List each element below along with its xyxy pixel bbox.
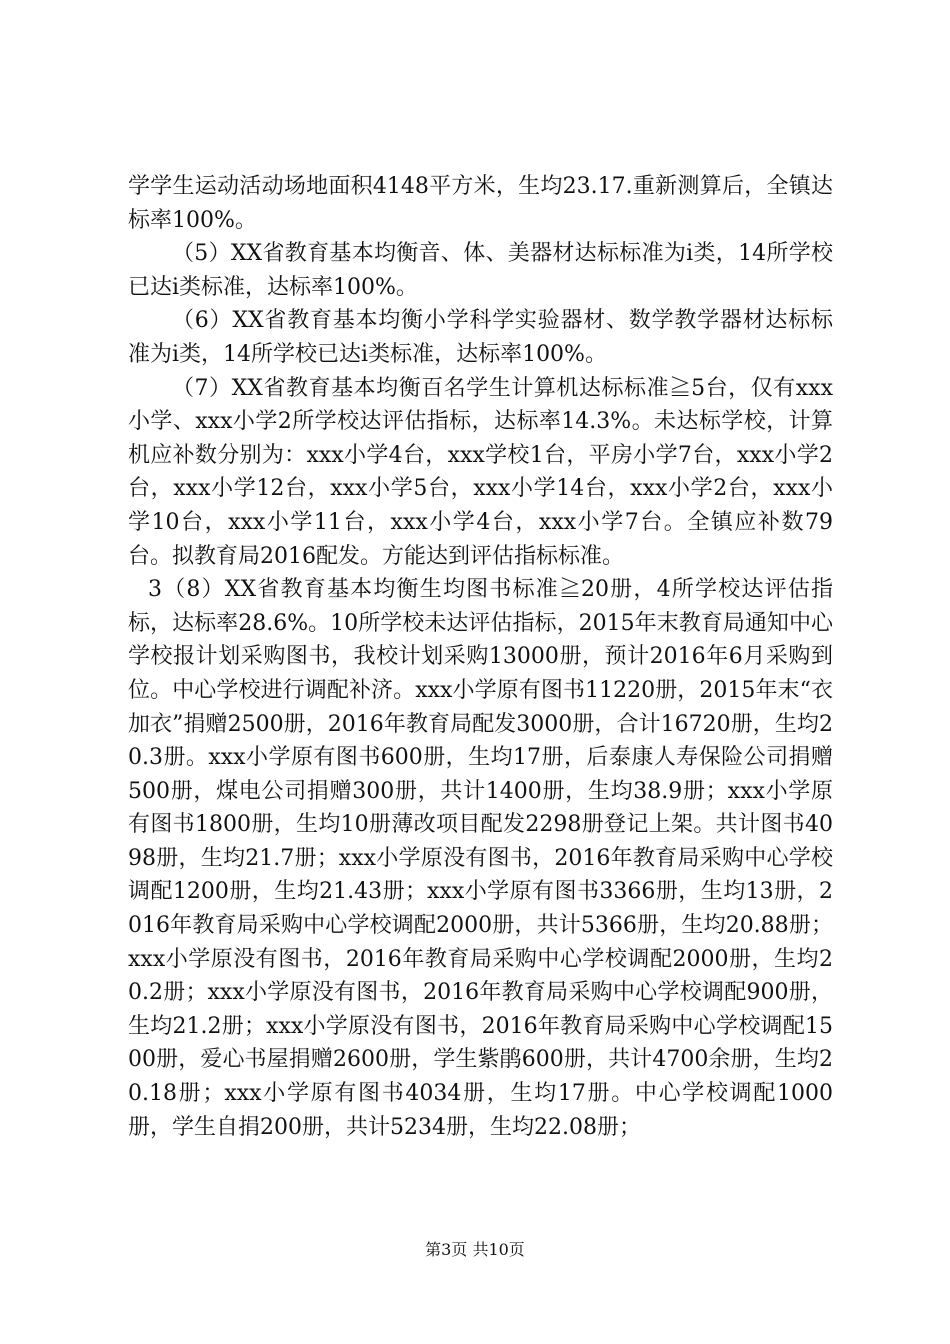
page-number-footer: 第3页 共10页 <box>425 1240 525 1259</box>
paragraph-item-7: （7）XX省教育基本均衡百名学生计算机达标标准≧5台，仅有xxx小学、xxx小学2所学校达评估指标，达标率14.3%。未达标学校，计算机应补数分别为：xxx小学4台，xxx学校1台，平房小学7台，xxx小学2台，xxx小学12台，xxx小学5台，xxx小学14台，xxx小学2台，xxx小学10台，xxx小学11台，xxx小学4台，xxx小学7台。全镇应补数79台。拟教育局2016配发。方能达到评估指标标准。 <box>128 375 834 569</box>
paragraph-continuation: 学学生运动活动场地面积4148平方米，生均23.17.重新测算后，全镇达标率100%。 <box>128 174 833 233</box>
paragraph-item-8: 3（8）XX省教育基本均衡生均图书标准≧20册，4所学校达评估指标，达标率28.6%。10所学校未达评估指标，2015年末教育局通知中心学校报计划采购图书，我校计划采购13000册，预计2016年6月采购到位。中心学校进行调配补济。xxx小学原有图书11220册，2015年末“衣加衣”捐赠2500册，2016年教育局配发3000册，合计16720册，生均20.3册。xxx小学原有图书600册，生均17册，后泰康人寿保险公司捐赠500册，煤电公司捐赠300册，共计1400册，生均38.9册；xxx小学原有图书1800册，生均10册薄改项目配发2298册登记上架。共计图书4098册，生均21.7册；xxx小学原没有图书，2016年教育局采购中心学校调配1200册，生均21.43册；xxx小学原有图书3366册，生均13册，2016年教育局采购中心学校调配2000册，共计5366册，生均20.88册；xxx小学原没有图书，2016年教育局采购中心学校调配2000册，生均20.2册；xxx小学原没有图书，2016年教育局采购中心学校调配900册，生均21.2册；xxx小学原没有图书，2016年教育局采购中心学校调配1500册，爱心书屋捐赠2600册，学生紫鹃600册，共计4700余册，生均20.18册；xxx小学原有图书4034册，生均17册。中心学校调配1000册，学生自捐200册，共计5234册，生均22.08册； <box>128 577 833 1140</box>
paragraph-item-5: （5）XX省教育基本均衡音、体、美器材达标标准为ⅰ类，14所学校已达ⅰ类标准，达标率100%。 <box>128 241 833 300</box>
document-body <box>128 170 833 1144</box>
paragraph-item-6: （6）XX省教育基本均衡小学科学实验器材、数学教学器材达标标准为ⅰ类，14所学校已达ⅰ类标准，达标率100%。 <box>128 308 833 367</box>
